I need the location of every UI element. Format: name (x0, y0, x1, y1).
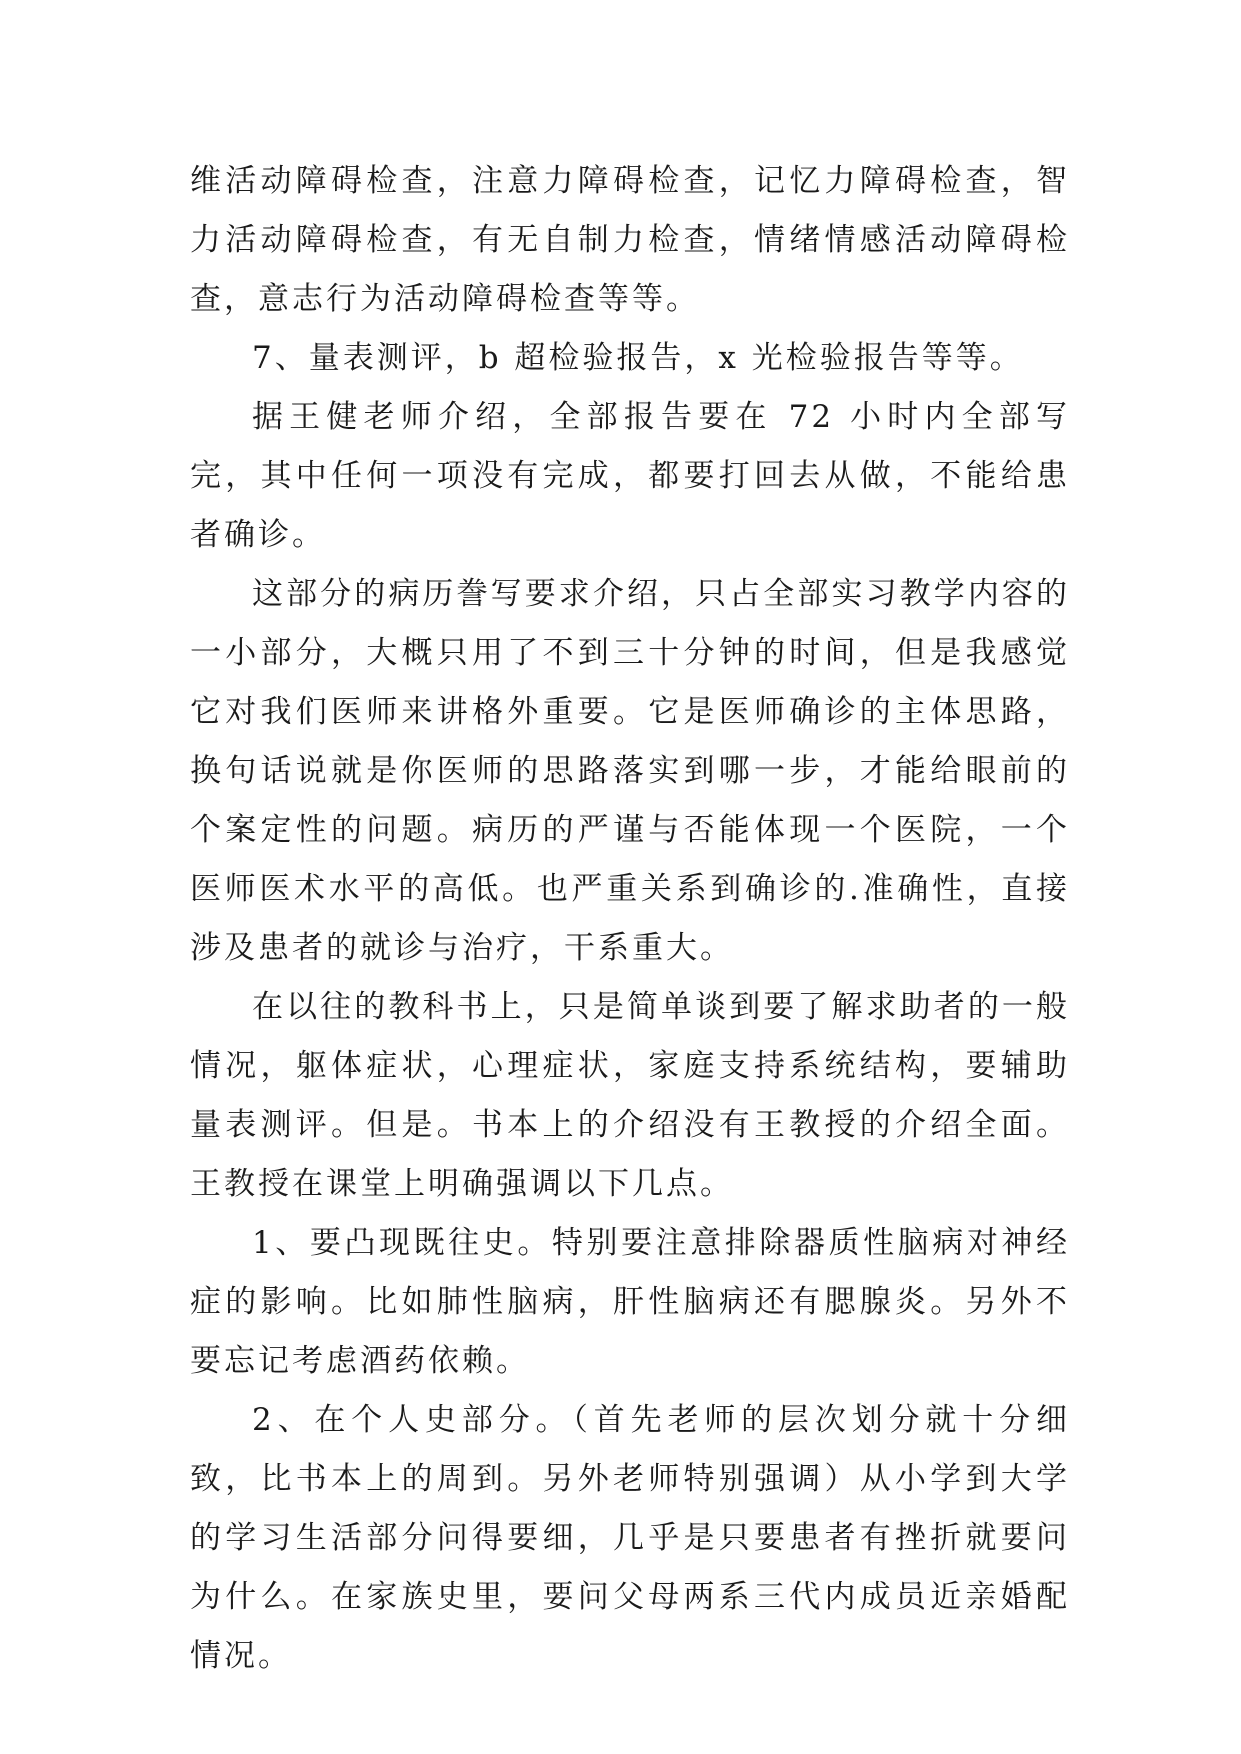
paragraph-4: 这部分的病历誊写要求介绍，只占全部实习教学内容的一小部分，大概只用了不到三十分钟的时间，但是我感觉它对我们医师来讲格外重要。它是医师确诊的主体思路，换句话说就是你医师的思路落实到哪一步，才能给眼前的个案定性的问题。病历的严谨与否能体现一个医院，一个医师医术水平的高低。也严重关系到确诊的.准确性，直接涉及患者的就诊与治疗，干系重大。 (190, 576, 1070, 966)
paragraph-6: 1、要凸现既往史。特别要注意排除器质性脑病对神经症的影响。比如肺性脑病，肝性脑病还有腮腺炎。另外不要忘记考虑酒药依赖。 (190, 1225, 1070, 1379)
paragraph-1: 维活动障碍检查，注意力障碍检查，记忆力障碍检查，智力活动障碍检查，有无自制力检查，情绪情感活动障碍检查，意志行为活动障碍检查等等。 (190, 163, 1070, 317)
paragraph-7: 2、在个人史部分。（首先老师的层次划分就十分细致，比书本上的周到。另外老师特别强调）从小学到大学的学习生活部分问得要细，几乎是只要患者有挫折就要问为什么。在家族史里，要问父母两系三代内成员近亲婚配情况。 (190, 1402, 1070, 1674)
document-body (190, 152, 1070, 1686)
paragraph-5: 在以往的教科书上，只是简单谈到要了解求助者的一般情况，躯体症状，心理症状，家庭支持系统结构，要辅助量表测评。但是。书本上的介绍没有王教授的介绍全面。王教授在课堂上明确强调以下几点。 (190, 989, 1070, 1202)
paragraph-2: 7、量表测评，b 超检验报告，x 光检验报告等等。 (252, 340, 1024, 376)
paragraph-3: 据王健老师介绍，全部报告要在 72 小时内全部写完，其中任何一项没有完成，都要打回去从做，不能给患者确诊。 (190, 399, 1070, 553)
